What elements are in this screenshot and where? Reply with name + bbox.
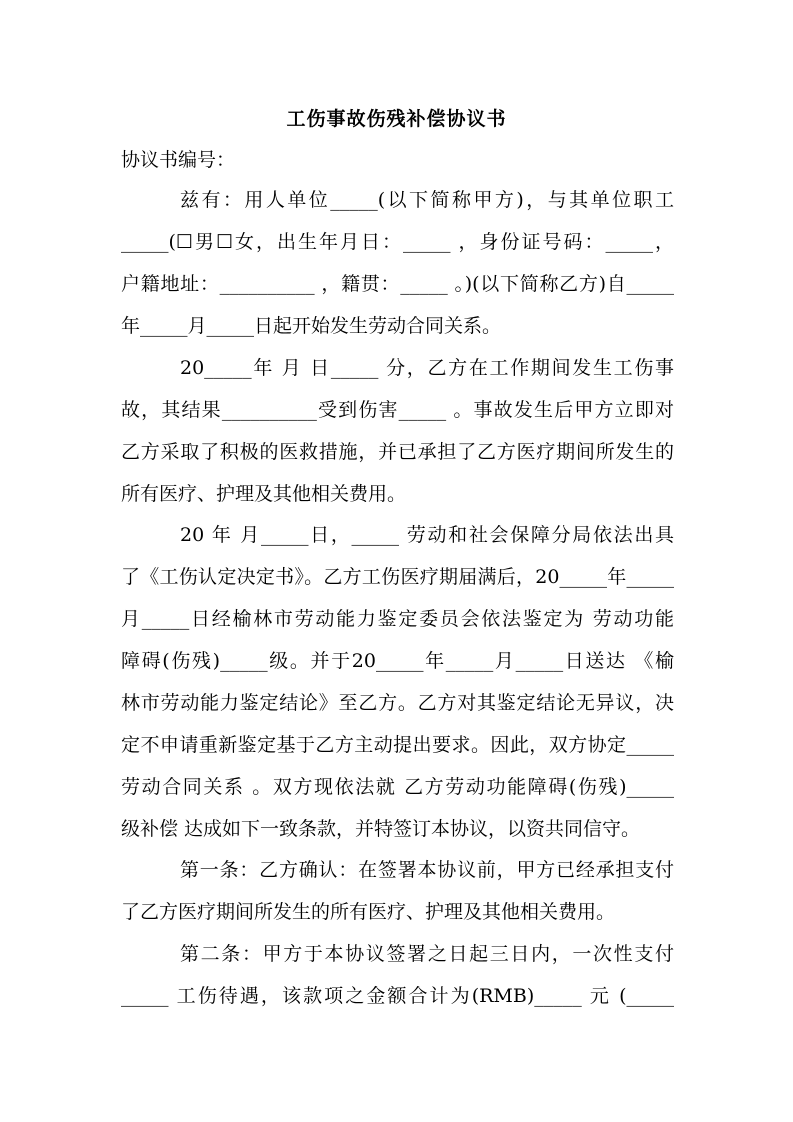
paragraph-line: 兹有：用人单位_____(以下简称甲方)，与其单位职工	[180, 189, 674, 211]
paragraph-line: 障碍(伤残)_____级。并于20_____年_____月_____日送达 《榆	[121, 650, 674, 672]
paragraph-line: 林市劳动能力鉴定结论》至乙方。乙方对其鉴定结论无异议，决	[121, 692, 674, 714]
paragraph-line: 月_____日经榆林市劳动能力鉴定委员会依法鉴定为 劳动功能	[121, 608, 674, 630]
paragraph-line: 所有医疗、护理及其他相关费用。	[121, 483, 407, 505]
paragraph-line: 级补偿 达成如下一致条款，并特签订本协议，以资共同信守。	[121, 818, 641, 840]
paragraph-line: _____(☐男☐女，出生年月日：_____ ，身份证号码：_____，	[121, 231, 674, 253]
agreement-number-line: 协议书编号：	[121, 149, 236, 171]
paragraph-line: 年_____月_____日起开始发生劳动合同关系。	[121, 315, 502, 337]
article-two-line: 第二条：甲方于本协议签署之日起三日内，一次性支付	[180, 943, 674, 965]
article-one-line: 了乙方医疗期间所发生的所有医疗、护理及其他相关费用。	[121, 901, 616, 923]
paragraph-line: 劳动合同关系 。双方现依法就 乙方劳动功能障碍(伤残)_____	[121, 776, 674, 798]
paragraph-line: 20_____年 月 日_____ 分，乙方在工作期间发生工伤事	[180, 357, 674, 379]
article-two-line: _____ 工伤待遇，该款项之金额合计为(RMB)_____ 元 (_____	[121, 985, 674, 1007]
paragraph-line: 20 年 月_____日，_____ 劳动和社会保障分局依法出具	[180, 524, 674, 546]
paragraph-line: 故，其结果__________受到伤害_____ 。事故发生后甲方立即对	[121, 399, 674, 421]
document-title: 工伤事故伤残补偿协议书	[286, 108, 507, 130]
article-one-line: 第一条：乙方确认：在签署本协议前，甲方已经承担支付	[180, 859, 674, 881]
paragraph-line: 定不申请重新鉴定基于乙方主动提出要求。因此，双方协定_____	[121, 734, 674, 756]
paragraph-line: 了《工伤认定决定书》。乙方工伤医疗期届满后，20_____年_____	[121, 566, 674, 588]
paragraph-line: 乙方采取了积极的医救措施，并已承担了乙方医疗期间所发生的	[121, 441, 674, 463]
paragraph-line: 户籍地址：__________ ，籍贯：_____ 。)(以下简称乙方)自_____	[121, 273, 674, 295]
